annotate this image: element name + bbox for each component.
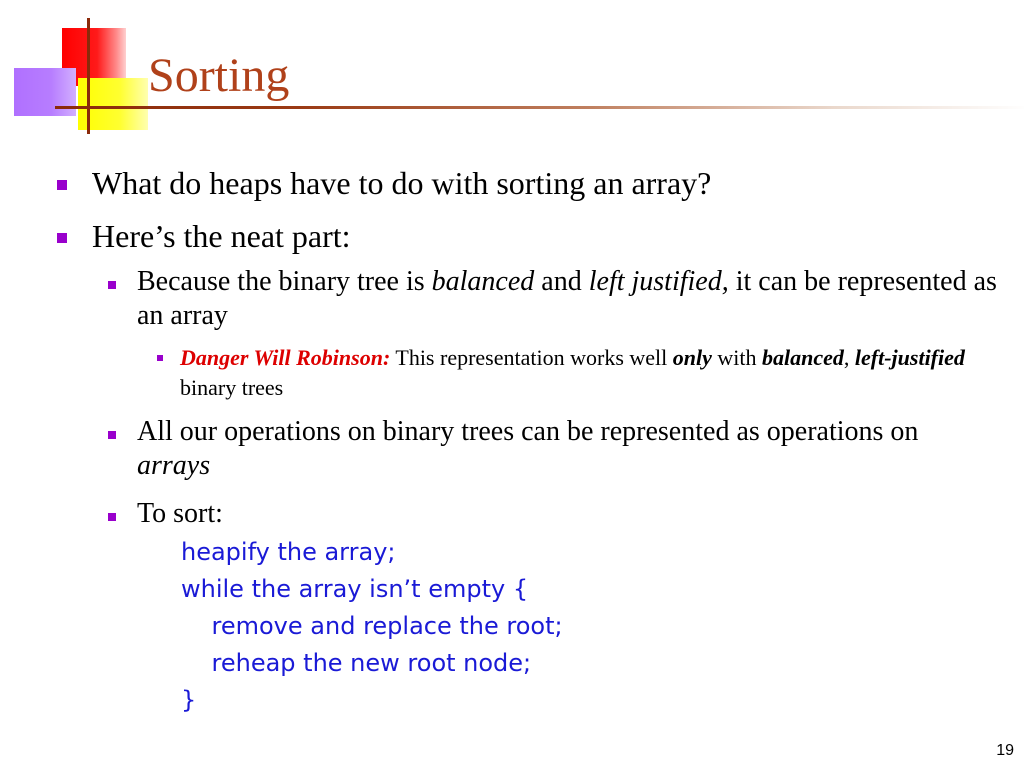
text-run: with [711, 345, 763, 370]
text-run: it can be represented as an array [137, 266, 997, 331]
text-run: binary trees [180, 375, 284, 400]
emphasis-text: only [672, 345, 712, 370]
bullet-square-icon [57, 180, 67, 190]
bullet-square-icon [108, 431, 116, 439]
emphasis-text: balanced [431, 266, 535, 297]
slide-title: Sorting [148, 49, 290, 102]
text-run: and [534, 266, 589, 297]
sub-bullet-text: To sort: [137, 498, 223, 529]
bullet-square-icon [157, 355, 163, 361]
bullet-text: What do heaps have to do with sorting an array? [92, 165, 712, 201]
slide-number: 19 [996, 742, 1014, 759]
emphasis-text: arrays [137, 450, 211, 481]
bullet-square-icon [57, 233, 67, 243]
sub-bullet-text [137, 415, 927, 483]
bullet-text: Here’s the neat part: [92, 218, 351, 254]
code-line: heapify the array; [181, 538, 396, 566]
sub-bullet-text [137, 265, 1007, 333]
bullet-square-icon [108, 281, 116, 289]
emphasis-text: balanced [762, 345, 844, 370]
text-run: , [843, 345, 855, 370]
text-run: All our operations on binary trees can be represented as operations on [137, 416, 919, 447]
text-run: This representation works well [390, 345, 673, 370]
title-underline [55, 106, 1024, 109]
bullet-square-icon [108, 513, 116, 521]
danger-label: Danger Will Robinson: [180, 345, 391, 370]
emphasis-text: left justified, [588, 266, 729, 297]
logo-vertical-line [87, 18, 90, 134]
code-block [181, 534, 563, 719]
code-line: remove and replace the root; [181, 612, 563, 640]
code-line: } [181, 686, 197, 714]
text-run: Because the binary tree is [137, 266, 432, 297]
warning-text [180, 343, 970, 403]
code-line: reheap the new root node; [181, 649, 532, 677]
code-line: while the array isn’t empty { [181, 575, 529, 603]
emphasis-text: left-justified [854, 345, 965, 370]
